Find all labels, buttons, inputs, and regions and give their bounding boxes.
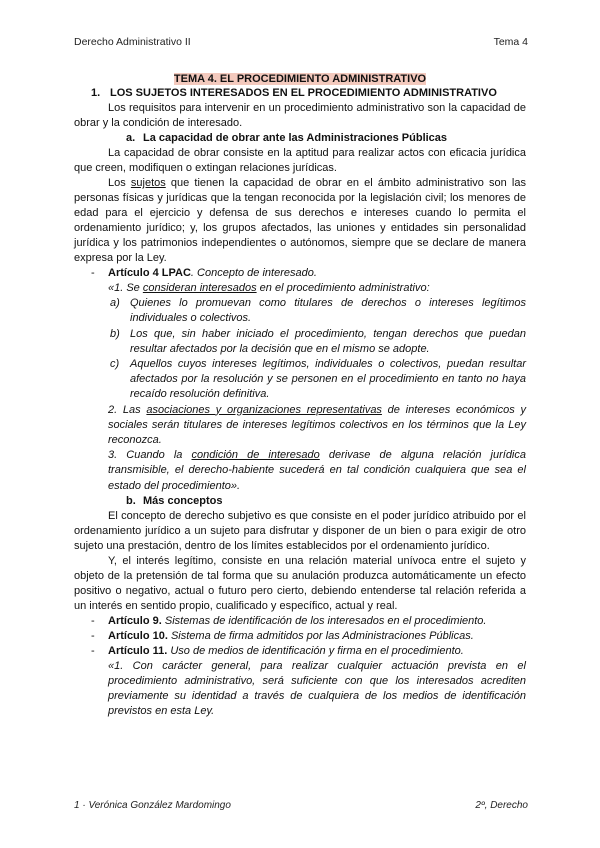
page-header-left: Derecho Administrativo II	[74, 36, 191, 48]
article-4-item: - Artículo 4 LPAC. Concepto de interesado.	[91, 267, 317, 279]
section-1-heading: 1. LOS SUJETOS INTERESADOS EN EL PROCEDIMIENTO ADMINISTRATIVO	[91, 87, 497, 99]
article-4-subitem-c: c) Aquellos cuyos intereses legítimos, individuales o colectivos, puedan resultar afectados por la resolución y se personen en el procedimiento en tanto no haya recaído resolución definitiva.	[110, 358, 526, 401]
article-4-subitem-a: a) Quienes lo promuevan como titulares de derechos o intereses legítimos individuales o colectivos.	[110, 297, 526, 325]
article-11-item: - Artículo 11. Uso de medios de identificación y firma en el procedimiento.	[91, 644, 464, 657]
article-4-subitem-b: b) Los que, sin haber iniciado el procedimiento, tengan derechos que puedan resultar afectados por la decisión que en el mismo se adopte.	[110, 327, 526, 355]
conceptos-paragraph-1: El concepto de derecho subjetivo es que consiste en el poder jurídico atribuido por el ordenamiento jurídico a un sujeto para disfrutar y disponer de un bien o para exigir de otro sujeto una prestación, dentro de los límites establecidos por el ordenamiento jurídico.	[74, 509, 526, 552]
capacidad-paragraph-1: La capacidad de obrar consiste en la aptitud para realizar actos con eficacia jurídica que creen, modifiquen o extingan relaciones jurídicas.	[74, 147, 526, 174]
intro-paragraph: Los requisitos para intervenir en un procedimiento administrativo son la capacidad de obrar y la condición de interesado.	[74, 102, 526, 129]
page-footer-left: 1 · Verónica González Mardomingo	[74, 800, 231, 811]
article-4-quote-1: «1. Se consideran interesados en el procedimiento administrativo:	[108, 282, 430, 294]
document-title: TEMA 4. EL PROCEDIMIENTO ADMINISTRATIVO	[173, 73, 427, 85]
article-11-quote: «1. Con carácter general, para realizar cualquier actuación prevista en el procedimiento administrativo, será suficiente con que los interesados acrediten previamente su identidad a través de cualquiera de los medios de identificación previstos en esta Ley.	[108, 659, 526, 718]
document-body	[74, 72, 526, 720]
conceptos-paragraph-2: Y, el interés legítimo, consiste en una relación material unívoca entre el sujeto y objeto de la pretensión de tal forma que su anulación produzca automáticamente un efecto positivo o negativo, actual o futuro pero cierto, debiendo entenderse tal relación referida a un interés en sentido propio, cualificado y específico, actual y real.	[74, 554, 526, 612]
capacidad-paragraph-2: Los sujetos que tienen la capacidad de obrar en el ámbito administrativo son las personas físicas y jurídicas que la tengan reconocida por la legislación civil; los menores de edad para el ejercicio y defensa de sus derechos e intereses cuando lo permita el ordenamiento jurídico; y, los grupos afectados, las uniones y entidades sin personalidad jurídica y los patrimonios independientes o autónomos, siempre que se declare de manera expresa por la Ley.	[74, 177, 526, 264]
article-4-quote-2: 2. Las asociaciones y organizaciones representativas de intereses económicos y sociales serán titulares de intereses legítimos colectivos en los términos que la Ley reconozca.	[108, 403, 526, 447]
page-footer-right: 2º, Derecho	[475, 800, 528, 811]
subsection-b-heading: b. Más conceptos	[126, 494, 223, 507]
article-10-item: - Artículo 10. Sistema de firma admitidos por las Administraciones Públicas.	[91, 629, 474, 642]
article-9-item: - Artículo 9. Sistemas de identificación de los interesados en el procedimiento.	[91, 614, 487, 627]
page-header-right: Tema 4	[493, 36, 528, 48]
subsection-a-heading: a. La capacidad de obrar ante las Administraciones Públicas	[126, 132, 448, 144]
article-4-quote-3: 3. Cuando la condición de interesado derivase de alguna relación jurídica transmisible, el derecho-habiente sucederá en tal condición cualquiera que sea el estado del procedimiento».	[108, 449, 526, 492]
